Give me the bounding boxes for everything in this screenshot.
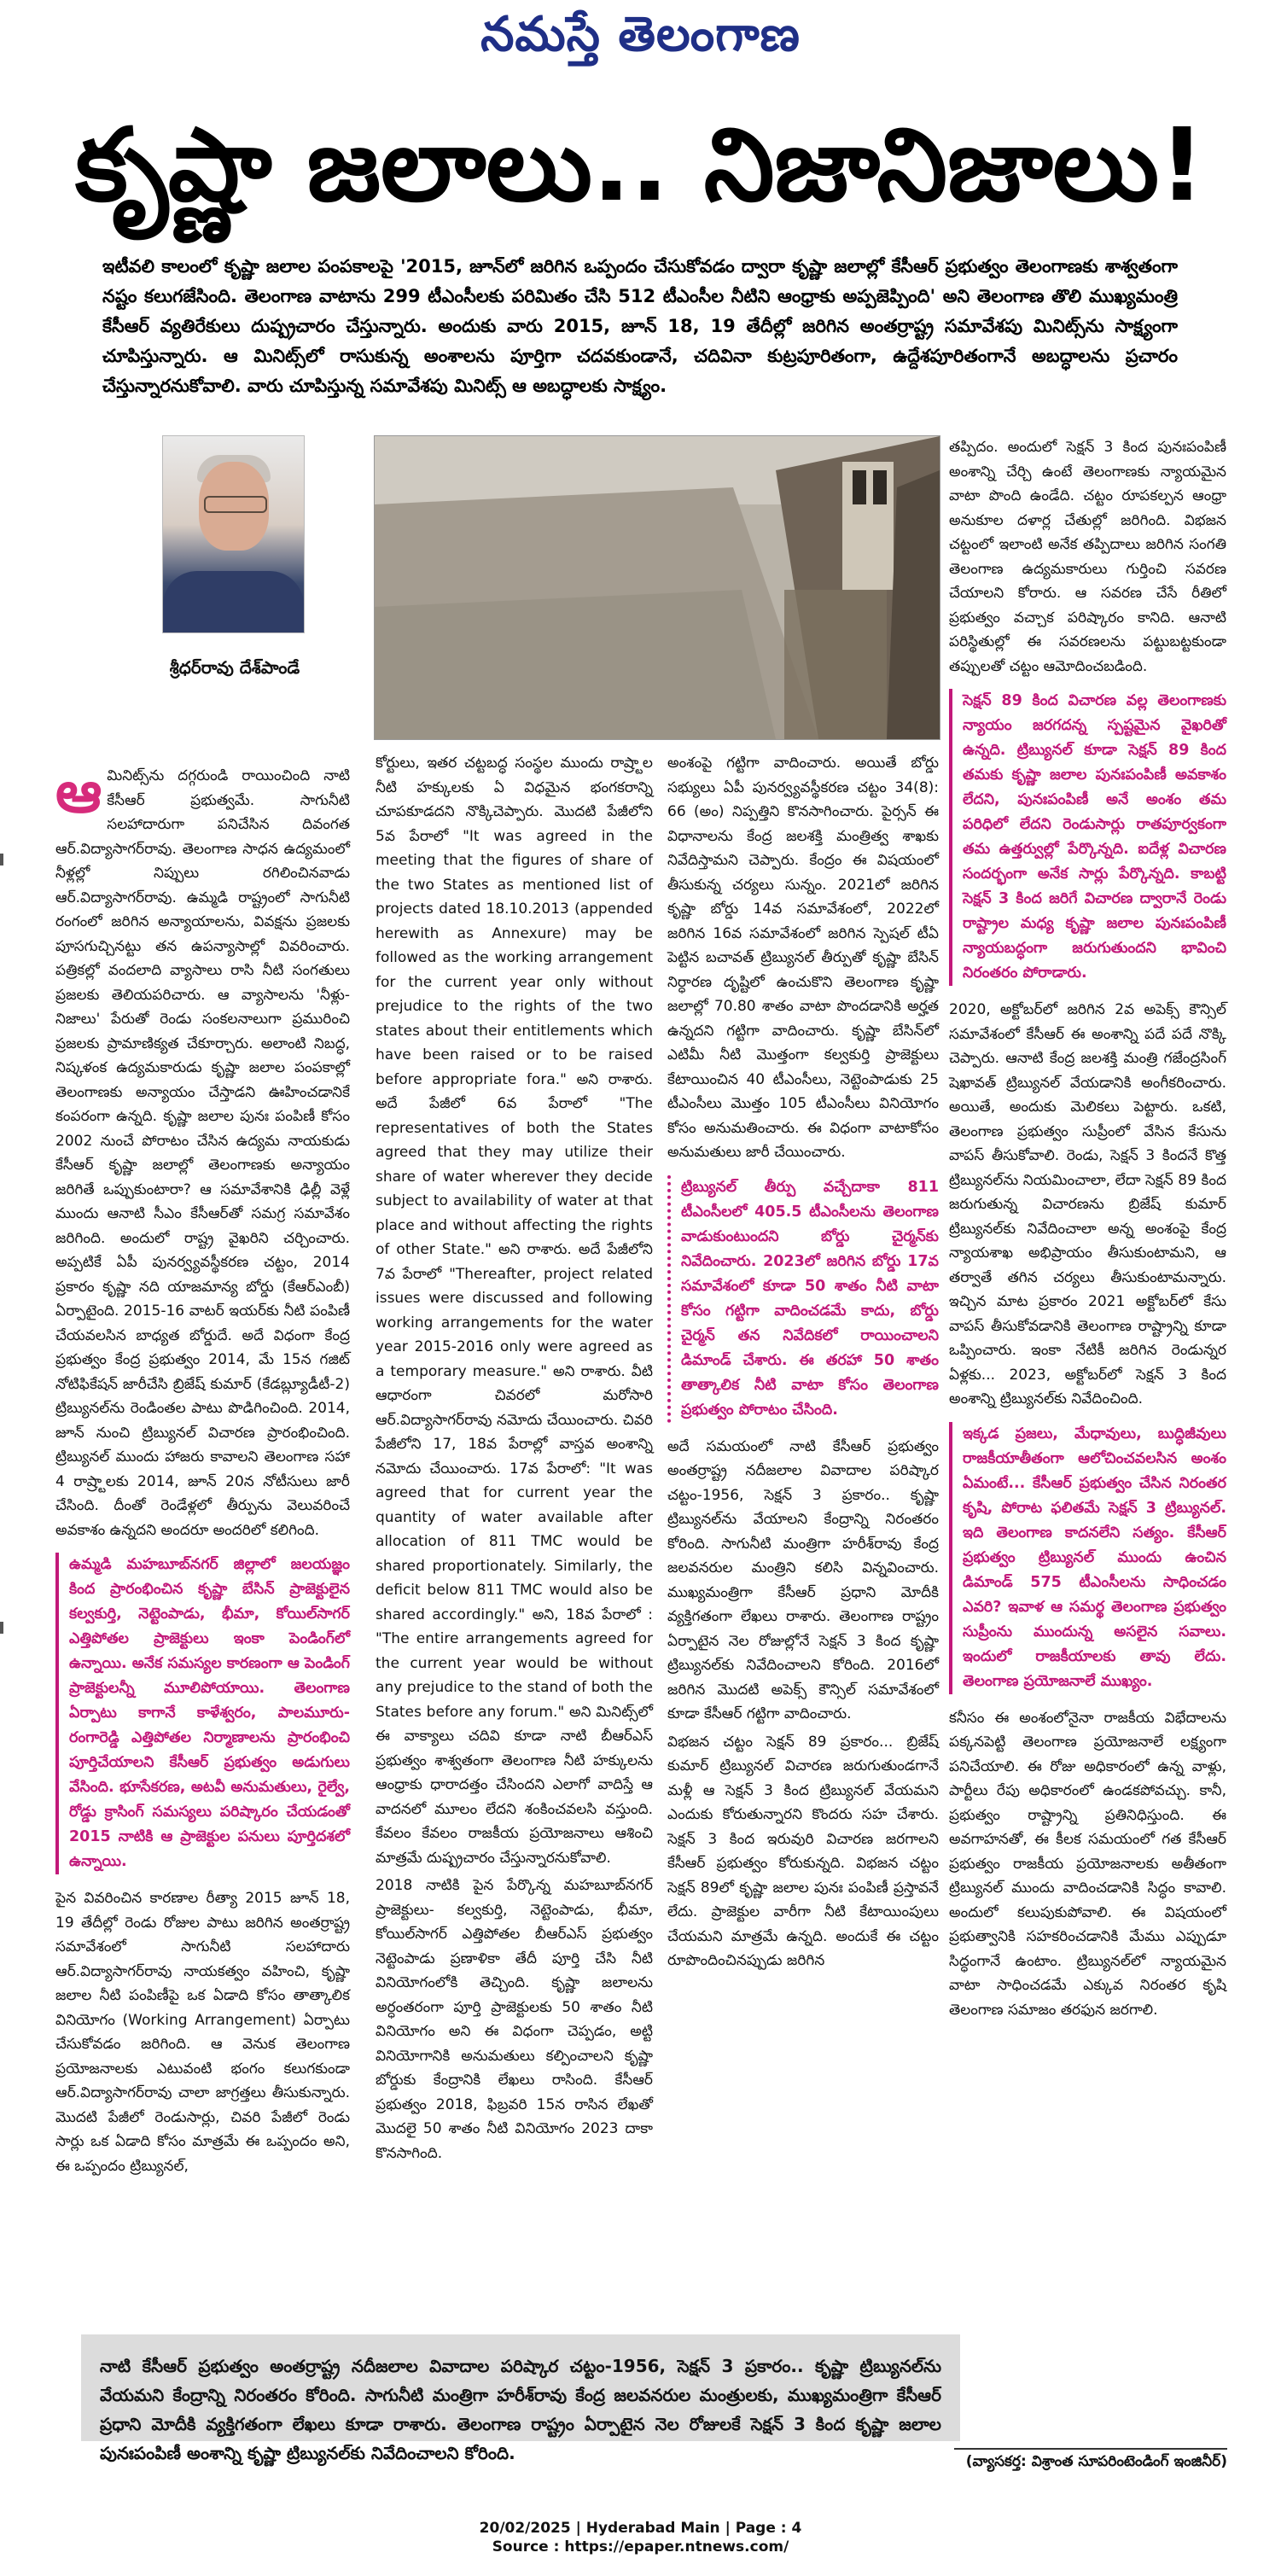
column-1-paragraph-1: ఆమినిట్స్‌ను దగ్గరుండి రాయించింది నాటి కేసీఆర్ ప్రభుత్వమే. సాగునీటి సలహాదారుగా పనిచేసిన దివంగత ఆర్.విద్యాసాగర్‌రావు. తెలంగాణ సాధన ఉద్యమంలో నీళ్లల్లో నిప్పులు రగిలించినవాడు ఆర్.విద్యాసాగర్‌రావు. ఉమ్మడి రాష్ట్రంలో సాగునీటి రంగంలో జరిగిన అన్యాయాలను, వివక్షను ప్రజలకు పూసగుచ్చినట్టు తన ఉపన్యాసాల్లో వివరించారు. పత్రికల్లో వందలాది వ్యాసాలు రాసి నీటి సంగతులు ప్రజలకు తెలియపరిచారు. ఆ వ్యాసాలను 'నీళ్లు-నిజాలు' పేరుతో రెండు సంకలనాలుగా ప్రమురించి ప్రజలకు ప్రామాణిక్యత చేకూర్చారు. అలాంటి నిబద్ధ, నిష్కళంక ఉద్యమకారుడు కృష్ణా జలాల పంపకాల్లో తెలంగాణకు అన్యాయం చేస్తాడని ఊహించడానికే కంపరంగా ఉన్నది. కృష్ణా జలాల పునః పంపిణీ కోసం 2002 నుంచే పోరాటం చేసిన ఉద్యమ నాయకుడు కేసీఆర్ కృష్ణా జలాల్లో తెలంగాణకు అన్యాయం జరిగితే ఒప్పుకుంటారా? ఆ సమావేశానికి ఢిల్లీ వెళ్లే ముందు ఆనాటి సీఎం కేసీఆర్‌తో సమగ్ర సమావేశం జరిగింది. అందులో రాష్ట్ర వైఖరిని చర్చించారు. అప్పటికే ఏపీ పునర్వ్యవస్థీకరణ చట్టం, 2014 ప్రకారం కృష్ణా నది యాజమాన్య బోర్డు (కేఆర్ఎంబీ) ఏర్పాటైంది. 2015-16 వాటర్ ఇయర్‌కు నీటి పంపిణీ చేయవలసిన బాధ్యత బోర్డుదే. అదే విధంగా కేంద్ర ప్రభుత్వం కేంద్ర ప్రభుత్వం 2014, మే 15న గజిట్ నోటిఫికేషన్ జారీచేసి బ్రిజేష్ కుమార్ (కేడబ్ల్యూడీటీ-2) ట్రిబ్యునల్‌ను రెండింతల పాటు పొడిగించింది. 2014, జూన్ నుంచి ట్రిబ్యునల్ విచారణ ప్రారంభించింది. ట్రిబ్యునల్ ముందు హాజరు కావాలని తెలంగాణ సహా 4 రాష్ర్టాలకు 2014, జూన్ 20న నోటీసులు జారీ చేసింది. దీంతో రెండేళ్లలో తీర్పును వెలువరించే అవకాశం ఉన్నదని అందరూ అందరిలో కలిగింది. — [55, 759, 350, 1539]
column-3-paragraph-2: అదే సమయంలో నాటి కేసీఆర్ ప్రభుత్వం అంతర్రాష్ట్ర నదీజలాల వివాదాల పరిష్కార చట్టం-1956, సెక్షన్ 3 ప్రకారం.. కృష్ణా ట్రిబ్యునల్‌ను వేయాలని కేంద్రాన్ని నిరంతరం కోరింది. సాగునీటి మంత్రిగా హరీశ్‌రావు కేంద్ర జలవనరుల మంత్రిని కలిసి విన్నవించారు. ముఖ్యమంత్రిగా కేసీఆర్ ప్రధాని మోదీకి వ్యక్తిగతంగా లేఖలు రాశారు. తెలంగాణ రాష్ట్రం ఏర్పాటైన నెల రోజుల్లోనే సెక్షన్ 3 కింద కృష్ణా ట్రిబ్యునల్‌కు నివేదించాలని కోరింది. 2016లో జరిగిన మొదటి అపెక్స్ కౌన్సిల్ సమావేశంలో కూడా కేసీఆర్ గట్టిగా వాదించారు. — [667, 1437, 939, 1722]
pull-quote-3: సెక్షన్ 89 కింద విచారణ వల్ల తెలంగాణకు న్యాయం జరగదన్న స్పష్టమైన వైఖరితో ఉన్నది. ట్రిబ్యునల్ కూడా సెక్షన్ 89 కింద తమకు కృష్ణా జలాల పునఃపంపిణీ అవకాశం లేదని, పునఃపంపిణీ అనే అంశం తమ పరిధిలో లేదని రెండుసార్లు రాతపూర్వకంగా తమ ఉత్తర్వుల్లో పేర్కొన్నది. ఐదేళ్ల విచారణ సందర్భంగా అనేక సార్లు పేర్కొన్నది. కాబట్టి సెక్షన్ 3 కింద జరిగే విచారణ ద్వారానే రెండు రాష్ట్రాల మధ్య కృష్ణా జలాల పునఃపంపిణీ న్యాయబద్ధంగా జరుగుతుందని భావించి నిరంతరం పోరాడారు. — [949, 689, 1226, 986]
article-column-3 — [667, 751, 939, 1977]
dropcap: ఆ — [55, 759, 102, 826]
footer-date-edition: 20/02/2025 | Hyderabad Main | Page : 4 — [479, 2520, 802, 2537]
column-3-paragraph-3: విభజన చట్టం సెక్షన్ 89 ప్రకారం... బ్రిజేష్ కుమార్ ట్రిబ్యునల్ విచారణ జరుగుతుండగానే మళ్లీ ఆ సెక్షన్ 3 కింద ట్రిబ్యునల్ వేయమని ఎందుకు కోరుతున్నారని కొందరు సహ చేశారు. సెక్షన్ 3 కింద ఇరువురి విచారణ జరగాలని కేసీఆర్ ప్రభుత్వం కోరుకున్నది. విభజన చట్టం సెక్షన్ 89లో కృష్ణా జలాల పునః పంపిణీ ప్రస్తావనే లేదు. ప్రాజెక్టుల వారీగా నీటి కేటాయింపులు చేయమని మాత్రమే ఉన్నది. అందుకే ఈ చట్టం రూపొందించినప్పుడు జరిగిన — [667, 1733, 939, 1969]
article-column-1 — [55, 759, 350, 2182]
pull-quote-2: ట్రిబ్యునల్ తీర్పు వచ్చేదాకా 811 టీఎంసీలలో 405.5 టీఎంసీలను తెలంగాణ వాడుకుంటుందని బోర్డు చైర్మన్‌కు నివేదించారు. 2023లో జరిగిన బోర్డు 17వ సమావేశంలో కూడా 50 శాతం నీటి వాటా కోసం గట్టిగా వాదించడమే కాదు, బోర్డు చైర్మన్ తన నివేదికలో రాయించాలని డిమాండ్ చేశారు. ఈ తరహా 50 శాతం తాత్కాలిక నీటి వాటా కోసం తెలంగాణ ప్రభుత్వం పోరాటం చేసింది. — [667, 1175, 939, 1423]
intro-paragraph: ఇటీవలి కాలంలో కృష్ణా జలాల పంపకాలపై '2015, జూన్‌లో జరిగిన ఒప్పందం చేసుకోవడం ద్వారా కృష్ణా జలాల్లో కేసీఆర్ ప్రభుత్వం తెలంగాణకు శాశ్వతంగా నష్టం కలుగజేసింది. తెలంగాణ వాటాను 299 టీఎంసీలకు పరిమితం చేసి 512 టీఎంసీల నీటిని ఆంధ్రాకు అప్పజెప్పింది' అని తెలంగాణ తొలి ముఖ్యమంత్రి కేసీఆర్ వ్యతిరేకులు దుష్ప్రచారం చేస్తున్నారు. అందుకు వారు 2015, జూన్ 18, 19 తేదీల్లో జరిగిన అంతర్రాష్ట్ర సమావేశపు మినిట్స్‌ను సాక్ష్యంగా చూపిస్తున్నారు. ఆ మినిట్స్‌లో రాసుకున్న అంశాలను పూర్తిగా చదవకుండానే, చదివినా కుట్రపూరితంగా, ఉద్దేశపూరితంగానే అబద్ధాలను ప్రచారం చేస్తున్నారనుకోవాలి. వారు చూపిస్తున్న సమావేశపు మినిట్స్ ఆ అబద్ధాలకు సాక్ష్యం. — [102, 256, 1178, 396]
column-4-paragraph-3: కనీసం ఈ అంశంలోనైనా రాజకీయ విభేదాలను పక్కనపెట్టి తెలంగాణ ప్రయోజనాలే లక్ష్యంగా పనిచేయాలి. ఈ రోజు అధికారంలో ఉన్న వాళ్లు, పార్టీలు రేపు అధికారంలో ఉండకపోవచ్చు. కానీ, ప్రభుత్వం రాష్ట్రాన్ని ప్రతినిధిస్తుంది. ఈ అవగాహనతో, ఈ కీలక సమయంలో గత కేసీఆర్ ప్రభుత్వం రాజకీయ ప్రయోజనాలకు అతీతంగా ట్రిబ్యునల్ ముందు వాదించడానికి సిద్ధం కావాలి. అందులో కలుపుకుపోవాలి. ఈ విషయంలో ప్రభుత్వానికి సహకరించడానికి మేము ఎప్పుడూ సిద్ధంగానే ఉంటాం. ట్రిబ్యునల్‌లో న్యాయమైన వాటా సాధించడమే ఎక్కువ నిరంతర కృషి తెలంగాణ సమాజం తరఫున జరగాలి. — [949, 1709, 1226, 2019]
column-2-paragraph-2: 2018 నాటికి పైన పేర్కొన్న మహబూబ్‌నగర్ ప్రాజెక్టులు- కల్వకుర్తి, నెట్టెంపాడు, భీమా, కోయిల్‌సాగర్ ఎత్తిపోతల బీఆర్ఎస్ ప్రభుత్వం నెట్టెంపాడు ప్రణాళికా తేదీ పూర్తి చేసి నీటి వినియోగంలోకి తెచ్చింది. కృష్ణా జలాలను అర్ధంతరంగా పూర్తి ప్రాజెక్టులకు 50 శాతం నీటి వినియోగం అని ఈ విధంగా చెప్పడం, అట్టి వినియోగానికి అనుమతులు కల్పించాలని కృష్ణా బోర్డుకు కేంద్రానికి లేఖలు రాసింది. కేసీఆర్ ప్రభుత్వం 2018, ఫిబ్రవరి 15న రాసిన లేఖతో మొదలై 50 శాతం నీటి వినియోగం 2023 దాకా కొనసాగింది. — [376, 1877, 653, 2162]
author-photo — [162, 435, 305, 633]
article-column-4 — [949, 435, 1226, 2025]
column-2-paragraph-1: కోర్టులు, ఇతర చట్టబద్ధ సంస్థల ముందు రాష్ర్టాల నీటి హక్కులకు ఏ విధమైన భంగకరాన్ని చూపకూడదని నొక్కిచెప్పారు. మొదటి పేజీలోని 5వ పేరాలో "It was agreed in the meeting that the figures of share of the two States as mentioned list of projects dated 18.10.2013 (appended herewith as Annexure) may be followed as the working arrangement for the current year only without prejudice to the rights of the two states about their entitlements which have been raised or to be raised before appropriate fora." అని రాశారు. అదే పేజీలో 6వ పేరాలో "The representatives of both the States agreed that they may utilize their share of water wherever they decide subject to availability of water at that place and without affecting the rights of other State." అని రాశారు. అదే పేజీలోని 7వ పేరాలో "Thereafter, project related issues were discussed and following working arrangements for the water year 2015-2016 only were agreed as a temporary measure." అని రాశారు. వీటి ఆధారంగా చివరలో మరోసారి ఆర్.విద్యాసాగర్‌రావు నమోదు చేయించారు. చివరి పేజీలోని 17, 18వ పేరాల్లో వాస్తవ అంశాన్ని నమోదు చేయించారు. 17వ పేరాలో: "It was agreed that for current year the quantity of water available after allocation of 811 TMC would be shared proportionately. Similarly, the deficit below 811 TMC would also be shared accordingly." అని, 18వ పేరాలో : "The entire arrangements agreed for the current year would be without any prejudice to the stand of both the States before any forum." అని మినిట్స్‌లో ఈ వాక్యాలు చదివి కూడా నాటి బీఆర్ఎస్ ప్రభుత్వం శాశ్వతంగా తెలంగాణ నీటి హక్కులను ఆంధ్రాకు ధారాదత్తం చేసిందని ఎలాగో వాదిస్తే ఆ వాదనలో మూలం లేదని శంకించవలసి వస్తుంది. కేవలం కేవలం రాజకీయ ప్రయోజనాలు ఆశించి మాత్రమే దుష్ప్రచారం చేస్తున్నారనుకోవాలి. — [376, 755, 653, 1867]
article-column-2 — [376, 751, 653, 2169]
writer-note: (వ్యాసకర్త: విశ్రాంత సూపరింటెండింగ్ ఇంజినీర్) — [954, 2448, 1227, 2474]
pull-quote-4: ఇక్కడ ప్రజలు, మేధావులు, బుద్ధిజీవులు రాజకీయాతీతంగా ఆలోచించవలసిన అంశం ఏమంటే... కేసీఆర్ ప్రభుత్వం చేసిన నిరంతర కృషి, పోరాట ఫలితమే సెక్షన్ 3 ట్రిబ్యునల్. ఇది తెలంగాణ కాదనలేని సత్యం. కేసీఆర్ ప్రభుత్వం ట్రిబ్యునల్ ముందు ఉంచిన డిమాండ్ 575 టీఎంసీలను సాధించడం ఎవరి? ఇవాళ ఆ సమర్థ తెలంగాణ ప్రభుత్వం సుప్రీంను ముందున్న అసలైన సవాలు. ఇందులో రాజకీయాలకు తావు లేదు. తెలంగాణ ప్రయోజనాలే ముఖ్యం. — [949, 1422, 1226, 1694]
column-3-paragraph-1: అంశంపై గట్టిగా వాదించారు. అయితే బోర్డు సభ్యులు ఏపీ పునర్వ్యవస్థీకరణ చట్టం 34(8): 66 (అం) నిప్పత్తిని కొనసాగించారు. పైర్సన్ ఈ విధానాలను కేంద్ర జలశక్తి మంత్రిత్వ శాఖకు నివేదిస్తామని చెప్పారు. కేంద్రం ఈ విషయంలో తీసుకున్న చర్యలు సున్నం. 2021లో జరిగిన కృష్ణా బోర్డు 14వ సమావేశంలో, 2022లో జరిగిన 16వ సమావేశంలో జరిగిన స్పెషల్ టీఏ పెట్టిన బచావత్ ట్రిబ్యునల్ తీర్పుతో కృష్ణా బేసిన్ నిర్ధారణ దృష్టిలో ఉంచుకొని తెలంగాణ కృష్ణా జలాల్లో 70.80 శాతం వాటా పొందడానికి అర్హత ఉన్నదని గట్టిగా వాదించారు. కృష్ణా బేసిన్‌లో ఎటిమీ నీటి మొత్తంగా కల్వకుర్తి ప్రాజెక్టులు కేటాయించిన 40 టీఎంసీలు, నెట్టెంపాడుకు 25 టీఎంసీలు మొత్తం 105 టీఎంసీలు వినియోగం కోసం అనుమతించారు. ఈ విధంగా వాటాకోసం అనుమతులు జారీ చేయించారు. — [667, 755, 939, 1161]
column-4-paragraph-1: తప్పిదం. అందులో సెక్షన్ 3 కింద పునఃపంపిణీ అంశాన్ని చేర్చి ఉంటే తెలంగాణకు న్యాయమైన వాటా పొంది ఉండేది. చట్టం రూపకల్పన ఆంధ్రా అనుకూల దళార్ల చేతుల్లో జరిగింది. విభజన చట్టంలో ఇలాంటి అనేక తప్పిదాలు జరిగిన సంగతి తెలంగాణ ఉద్యమకారులు గుర్తించి సవరణ చేయాలని కోరారు. ఆ సవరణ చేసే రీతిలో ప్రభుత్వం వచ్చాక పరిష్కారం కానిది. ఆనాటి పరిస్థితుల్లో ఈ సవరణలను పట్టుబట్టకుండా తప్పులతో చట్టం ఆమోదించబడింది. — [949, 439, 1226, 675]
margin-mark — [0, 1622, 3, 1634]
pull-quote-1: ఉమ్మడి మహబూబ్‌నగర్ జిల్లాలో జలయజ్ఞం కింద ప్రారంభించిన కృష్ణా బేసిన్ ప్రాజెక్టులైన కల్వకుర్తి, నెట్టెంపాడు, భీమా, కోయిల్‌సాగర్ ఎత్తిపోతల ప్రాజెక్టులు ఇంకా పెండింగ్‌లో ఉన్నాయి. అనేక సమస్యల కారణంగా ఆ పెండింగ్ ప్రాజెక్టులన్నీ మూలిపోయాయి. తెలంగాణ ఏర్పాటు కాగానే కాళేశ్వరం, పాలమూరు-రంగారెడ్డి ఎత్తిపోతల నిర్మాణాలను ప్రారంభించి పూర్తిచేయాలని కేసీఆర్ ప్రభుత్వం అడుగులు వేసింది. భూసేకరణ, అటవీ అనుమతులు, రైల్వే, రోడ్డు క్రాసింగ్ సమస్యలు పరిష్కారం చేయడంతో 2015 నాటికి ఆ ప్రాజెక్టుల పనులు పూర్తిదశలో ఉన్నాయి. — [55, 1553, 350, 1874]
column-1-paragraph-2: పైన వివరించిన కారణాల రీత్యా 2015 జూన్ 18, 19 తేదీల్లో రెండు రోజుల పాటు జరిగిన అంతర్రాష్ట్ర సమావేశంలో సాగునీటి సలహాదారు ఆర్.విద్యాసాగర్‌రావు నాయకత్వం వహించి, కృష్ణా జలాల నీటి పంపిణీపై ఒక ఏడాది కోసం తాత్కాలిక వినియోగం (Working Arrangement) ఏర్పాటు చేసుకోవడం జరిగింది. ఆ వెనుక తెలంగాణ ప్రయోజనాలకు ఎటువంటి భంగం కలుగకుండా ఆర్.విద్యాసాగర్‌రావు చాలా జాగ్రత్తలు తీసుకున్నారు. మొదటి పేజీలో రెండుసార్లు, చివరి పేజీలో రెండు సార్లు ఒక ఏడాది కోసం మాత్రమే ఈ ఒప్పందం అని, ఈ ఒప్పందం ట్రిబ్యునల్, — [55, 1890, 350, 2175]
masthead-logo: నమస్తే తెలంగాణ — [480, 7, 801, 62]
margin-mark — [0, 854, 3, 865]
headline: కృష్ణా జలాలు.. నిజానిజాలు! — [75, 106, 1205, 224]
highlight-box: నాటి కేసీఆర్ ప్రభుత్వం అంతర్రాష్ట్ర నదీజలాల వివాదాల పరిష్కార చట్టం-1956, సెక్షన్ 3 ప్రకారం.. కృష్ణా ట్రిబ్యునల్‌ను వేయమని కేంద్రాన్ని నిరంతరం కోరింది. సాగునీటి మంత్రిగా హరీశ్‌రావు కేంద్ర జలవనరుల మంత్రులకు, ముఖ్యమంత్రిగా కేసీఆర్ ప్రధాని మోదీకి వ్యక్తిగతంగా లేఖలు కూడా రాశారు. తెలంగాణ రాష్ట్రం ఏర్పాటైన నెల రోజులకే సెక్షన్ 3 కింద కృష్ణా జలాల పునఃపంపిణీ అంశాన్ని కృష్ణా ట్రిబ్యునల్‌కు నివేదించాలని కోరింది. — [81, 2334, 960, 2441]
footer-source: Source : https://epaper.ntnews.com/ — [492, 2538, 789, 2556]
author-name: శ్రీధర్‌రావు దేశ్‌పాండే — [169, 657, 300, 678]
column-4-paragraph-2: 2020, అక్టోబర్‌లో జరిగిన 2వ అపెక్స్ కౌన్సిల్ సమావేశంలో కేసీఆర్ ఈ అంశాన్ని పదే పదే నొక్కి చెప్పారు. ఆనాటి కేంద్ర జలశక్తి మంత్రి గజేంద్రసింగ్ షెఖావత్ ట్రిబ్యునల్ వేయడానికి అంగీకరించారు. అయితే, అందుకు మెలికలు పెట్టారు. ఒకటి, తెలంగాణ ప్రభుత్వం సుప్రీంలో వేసిన కేసును వాపస్ తీసుకోవాలి. రెండు, సెక్షన్ 3 కిందనే కొత్త ట్రిబ్యునల్‌ను నియమించాలా, లేదా సెక్షన్ 89 కింద జరుగుతున్న విచారణను బ్రిజేష్ కుమార్ ట్రిబ్యునల్‌కు నివేదించాలా అన్న అంశంపై కేంద్ర న్యాయశాఖ అభిప్రాయం తీసుకుంటామని, ఆ తర్వాతే తగిన చర్యలు తీసుకుంటామన్నారు. ఇచ్చిన మాట ప్రకారం 2021 అక్టోబర్‌లో కేసు వాపస్ తీసుకోవడానికి తెలంగాణ రాష్ట్రాన్ని కూడా ఒప్పించారు. ఇంకా నేటికీ జరిగిన రెండున్నర ఏళ్లకు... 2023, అక్టోబర్‌లో సెక్షన్ 3 కింద అంశాన్ని ట్రిబ్యునల్‌కు నివేదించింది. — [949, 1001, 1226, 1407]
dam-photo — [374, 435, 940, 740]
